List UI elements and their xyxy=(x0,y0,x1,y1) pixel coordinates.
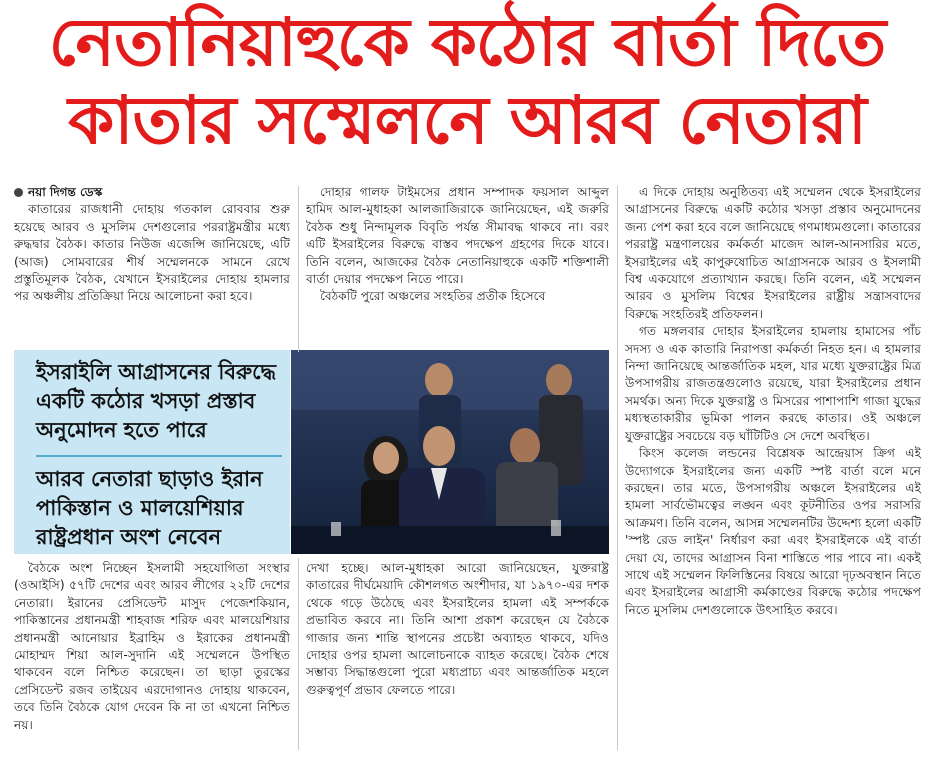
column-divider xyxy=(298,186,299,352)
column-3 xyxy=(625,184,921,619)
article-paragraph: কাতারের রাজধানী দোহায় গতকাল রোববার শুরু হয়েছে আরব ও মুসলিম দেশগুলোর পররাষ্ট্রমন্ত্রীর মধ্যে রুদ্ধদ্বার বৈঠক। কাতার নিউজ এজেন্সি জানিয়েছে, এটি (আজ) সোমবারের শীর্ষ সম্মেলনকে সামনে রেখে প্রস্তুতিমূলক বৈঠক, যেখানে ইসরাইলের দোহায় হামলার পর অঞ্চলীয় প্রতিক্রিয়া নিয়ে আলোচনা করা হবে। xyxy=(14,202,290,304)
byline: নয়া দিগন্ত ডেস্ক xyxy=(14,184,290,201)
column-2-bottom xyxy=(306,560,609,699)
article-paragraph: দেখা হচ্ছে। আল-মুধাহকা আরো জানিয়েছেন, যুক্তরাষ্ট্র কাতারের দীর্ঘমেয়াদি কৌশলগত অংশীদার, যা ১৯৭০-এর দশক থেকে গড়ে উঠেছে এবং ইসরাইলের হামলা এই সম্পর্ককে প্রভাবিত করবে না। তিনি আশা প্রকাশ করেছেন যে বৈঠকে গাজার জন্য শান্তি স্থাপনের প্রচেষ্টা অব্যাহত থাকবে, যদিও দোহার ওপর হামলা আলোচনাকে ব্যাহত করেছে। বৈঠক শেষে সম্ভাব্য সিদ্ধান্তগুলো পুরো মধ্যপ্রাচ্য এবং আন্তর্জাতিক মহলে গুরুত্বপূর্ণ প্রভাব ফেলতে পারে। xyxy=(306,561,609,697)
photo-illustration xyxy=(291,350,609,554)
column-divider xyxy=(298,558,299,750)
column-1-bottom xyxy=(14,560,290,734)
headline-line-2: কাতার সম্মেলনে আরব নেতারা xyxy=(68,82,866,159)
bullet-icon xyxy=(14,188,23,197)
highlight-box xyxy=(14,350,290,554)
column-1-top xyxy=(14,184,290,306)
article-paragraph: এ দিকে দোহায় অনুষ্ঠিতব্য এই সম্মেলন থেকে ইসরাইলের আগ্রাসনের বিরুদ্ধে একটি কঠোর খসড়া প্রস্তাব অনুমোদনের জন্য পেশ করা হবে বলে জানিয়েছে গণমাধ্যমগুলো। কাতারের পররাষ্ট্র মন্ত্রণালয়ের কর্মকর্তা মাজেদ আল-আনসারির মতে, ইসরাইলের এই কাপুরুষোচিত আগ্রাসনকে আরব ও ইসলামী বিশ্ব একযোগে প্রত্যাখ্যান করছে। তিনি বলেন, এই সম্মেলন আরব ও মুসলিম বিশ্বের ইসরাইলের রাষ্ট্রীয় সন্ত্রাসবাদের বিরুদ্ধে সংহতিরই প্রতিফলন। xyxy=(625,185,921,321)
article-paragraph: দোহার গালফ টাইমসের প্রধান সম্পাদক ফয়সাল আব্দুল হামিদ আল-মুধাহকা আলজাজিরাকে জানিয়েছেন, এই জরুরি বৈঠক শুধু নিন্দামূলক বিবৃতি পর্যন্ত সীমাবদ্ধ থাকবে না। বরং এটি ইসরাইলের বিরুদ্ধে বাস্তব পদক্ষেপ গ্রহণের দিকে যাবে। তিনি বলেন, আজকের বৈঠক নেতানিয়াহুকে একটি শক্তিশালী বার্তা দেয়ার পদক্ষেপ নিতে পারে। xyxy=(306,185,609,287)
article-paragraph: বৈঠকটি পুরো অঞ্চলের সংহতির প্রতীক হিসেবে xyxy=(320,289,546,304)
column-divider xyxy=(617,186,618,750)
article-paragraph: কিংস কলেজ লন্ডনের বিশ্লেষক আন্দ্রেয়াস ক্রিগ এই উদ্যোগকে ইসরাইলের জন্য একটি স্পষ্ট বার্তা বলে মনে করছেন। তার মতে, উপসাগরীয় অঞ্চলে ইসরাইলের এই হামলা সার্বভৌমত্বের লঙ্ঘন এবং কূটনীতির ওপর সরাসরি আক্রমণ। তিনি বলেন, আসন্ন সম্মেলনটির উদ্দেশ্য হলো একটি 'স্পষ্ট রেড লাইন' নির্ধারণ করা এবং ইসরাইলকে এই বার্তা দেয়া যে, তাদের আগ্রাসন বিনা শাস্তিতে পার পাবে না। একই সাথে এই সম্মেলন ফিলিস্তিনের বিষয়ে আরো দৃঢ়অবস্থান নিতে এবং ইসরাইলের আগ্রাসী কর্মকাণ্ডের বিরুদ্ধে কঠোর পদক্ষেপ নিতে মুসলিম দেশগুলোকে উৎসাহিত করবে। xyxy=(625,446,921,617)
news-photo xyxy=(291,350,609,554)
article-paragraph: বৈঠকে অংশ নিচ্ছেন ইসলামী সহযোগিতা সংস্থার (ওআইসি) ৫৭টি দেশের এবং আরব লীগের ২২টি দেশের নেতারা। ইরানের প্রেসিডেন্ট মাসুদ পেজেশকিয়ান, পাকিস্তানের প্রধানমন্ত্রী শাহবাজ শরিফ এবং মালয়েশিয়ার প্রধানমন্ত্রী আনোয়ার ইব্রাহিম ও ইরাকের প্রধানমন্ত্রী মোহাম্মদ শিয়া আল-সুদানি এই সম্মেলনে উপস্থিত থাকবেন বলে নিশ্চিত করেছেন। তা ছাড়া তুরস্কের প্রেসিডেন্ট রজব তাইয়েব এরদোগানও দোহায় থাকবেন, তবে তিনি বৈঠকে যোগ দেবেন কি না তা এখনো নিশ্চিত নয়। xyxy=(14,561,290,732)
column-2-top xyxy=(306,184,609,306)
highlight-heading-2: আরব নেতারা ছাড়াও ইরান পাকিস্তান ও মালয়েশিয়ার রাষ্ট্রপ্রধান অংশ নেবেন xyxy=(36,467,263,549)
headline-line-1: নেতানিয়াহুকে কঠোর বার্তা দিতে xyxy=(48,4,886,81)
highlight-heading-1: ইসরাইলি আগ্রাসনের বিরুদ্ধে একটি কঠোর খসড়া প্রস্তাব অনুমোদন হতে পারে xyxy=(36,360,276,442)
article-paragraph: গত মঙ্গলবার দোহার ইসরাইলের হামলায় হামাসের পাঁচ সদস্য ও এক কাতারি নিরাপত্তা কর্মকর্তা নিহত হন। এ হামলার নিন্দা জানিয়েছে আন্তর্জাতিক মহল, যার মধ্যে যুক্তরাষ্ট্রের মিত্র উপসাগরীয় রাজতন্ত্রগুলোও রয়েছে, যারা ইসরাইলের প্রধান সমর্থক। অন্য দিকে যুক্তরাষ্ট্র ও মিসরের পাশাপাশি গাজা যুদ্ধের মধ্যস্থতাকারীর ভূমিকা পালন করছে কাতার। ওই অঞ্চলে যুক্তরাষ্ট্রের সবচেয়ে বড় ঘাঁটিটিও সে দেশে অবস্থিত। xyxy=(625,324,921,443)
headline xyxy=(0,4,934,160)
highlight-divider xyxy=(36,455,282,457)
